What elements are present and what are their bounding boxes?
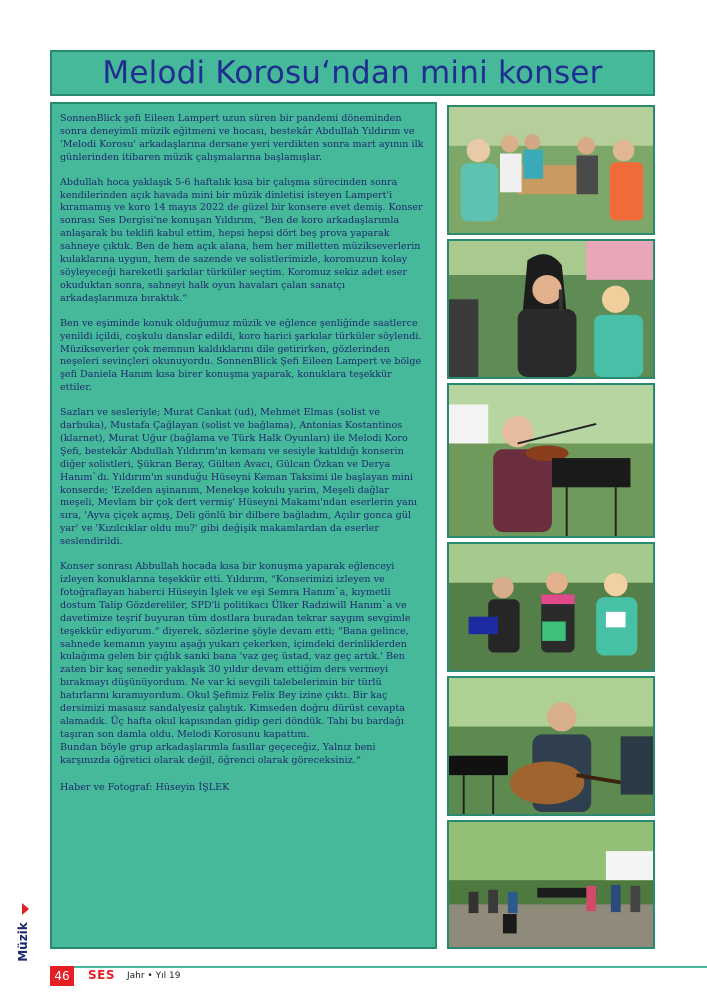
- article-title: Melodi Korosu‘ndan mini konser: [102, 55, 603, 91]
- article-body: [50, 102, 437, 949]
- magazine-logo: SES: [88, 968, 115, 982]
- paragraph-2: Abdullah hoca yaklaşık 5-6 haftalık kısa bir çalışma sürecinden sonra kendilerinden açık havada mini bir müzik dinletisi isteyen Lampert'i kıramamış ve koro 14 mayıs 2022 de güzel bir konsere evet demiş. Konser sonrası Ses Dergisi'ne konuşan Yıldırım, “Ben de koro arkadaşlarımla anlaşarak bu teklifi kabul ettim, hepsi hepsi dört beş prova yaparak sahneye çıktık. Ben de hem açık alana, hem her milletten müzikseverlerin kulaklarına uygun, hem de sazende ve solistlerimizle, koromuzun kolay söyleyeceği hareketli şarkılar türküler seçtim. Koromuz sekiz adet eser okuduktan sonra, sahneyi halk oyun havaları çalan sanatçı arkadaşlarımıza bıraktık.“: [60, 176, 423, 304]
- photo-singer: [447, 239, 655, 379]
- article-title-box: [50, 50, 655, 96]
- photo-oud-player: [447, 676, 655, 816]
- section-label: Müzik: [16, 922, 30, 962]
- paragraph-5: Konser sonrası Abbullah hocada kısa bir konuşma yaparak eğlenceyi izleyen konuklarına teşekkür etti. Yıldırım, “Konserimizi izleyen ve fotoğraflayan haberci Hüseyin İşlek ve eşi Semra Hanım`a, kıymetli dostum Talip Gözdereliler, SPD'li politikacı Ülker Radziwill Hanım`a ve davetimize teşrif buyuran tüm dostlara buradan tekrar saygım sevgimle teşekkür ediyorum.“ diyerek, sözlerine şöyle devam etti; “Bana gelince, sahnede kemanın yayını aşağı yukarı çekerken, içimdeki derinliklerden kulağıma gelen bir çığlık sanki bana 'vaz geç üstad, vaz geç artık.' Ben zaten bir kaç senedir yaklaşık 30 yıldır devam ettiğim ders vermeyi bırakmayı düşünüyordum. Ne var ki sevgili talebelerimin bir türlü hatırlarını kıramıyordum. Okul Şefimiz Felix Bey izine çıktı. Bir kaç dersimizi masasız sandalyesiz çalıştık. Kimseden doğru dürüst cevapta alamadık. Üç hafta okul kapısından gidip geri döndük. Tabi bu bardağı taşıran son damla oldu. Melodi Korosunu kapattım. Bundan böyle grup arkadaşlarımla fasıllar geçeceğiz, Yalnız beni karşınızda öğretici olarak değil, öğrenci olarak göreceksiniz.“: [60, 561, 411, 766]
- photo-audience-table: [447, 105, 655, 235]
- photo-choir: [447, 542, 655, 672]
- footer-rule: [50, 966, 707, 968]
- page-number: 46: [50, 966, 74, 986]
- paragraph-4: Sazları ve sesleriyle; Murat Cankat (ud), Mehmet Elmas (solist ve darbuka), Mustafa Çağlayan (solist ve bağlama), Antonias Kostantinos (klarnet), Murat Uğur (bağlama ve Türk Halk Oyunları) ile Melodi Koro Şefi, bestekâr Abdullah Yıldırım'ın kemanı ve sesiyle katıldığı konserin diğer solistleri, Şükran Beray, Gülten Avacı, Gülcan Özkan ve Derya Hanım`dı. Yıldırım'ın sunduğu Hüseyni Keman Taksimi ile başlayan mini konserde; 'Ezelden aşinanım, Menekşe kokulu yarim, Meşeli dağlar meşeli, Mevlam bir çok dert vermiş' Hüseyni Makamı'ndan eserlerin yanı sıra, 'Ayva çiçek açmış, Deli gönlü bir dilbere bağladım, Açılır gonca gül yar' ve 'Kızılcıklar oldu mu?' gibi değişik makamlardan da eserler seslendirildi.: [60, 407, 417, 548]
- chevron-icon: [22, 903, 29, 915]
- photo-credit: Haber ve Fotograf: Hüseyin İŞLEK: [60, 781, 230, 793]
- paragraph-3: Ben ve eşiminde konuk olduğumuz müzik ve eğlence şenliğinde saatlerce yenildi içildi, coşkulu danslar edildi, koro harici şarkılar türküler söylendi. Müzikseverler çok memnun kaldıklarını dile getirirken, gözlerinden neşeleri sevinçleri okunuyordu. SonnenBlick Şefi Eileen Lampert ve bölge şefi Daniela Hanım kısa birer konuşma yaparak, konuklara teşekkür ettiler.: [60, 317, 422, 394]
- paragraph-1: SonnenBlick şefi Eileen Lampert uzun süren bir pandemi döneminden sonra deneyimli müzik eğitmeni ve hocası, bestekâr Abdullah Yıldırım ve 'Melodi Korosu' arkadaşlarına dersane yeri verdikten sonra mart ayının ilk günlerinden itibaren müzik çalışmalarına başlamışlar.: [60, 113, 424, 163]
- photo-column: [447, 102, 655, 949]
- issue-label: Jahr • Yıl 19: [127, 971, 181, 981]
- photo-violinist: [447, 383, 655, 538]
- photo-park-scene: [447, 820, 655, 949]
